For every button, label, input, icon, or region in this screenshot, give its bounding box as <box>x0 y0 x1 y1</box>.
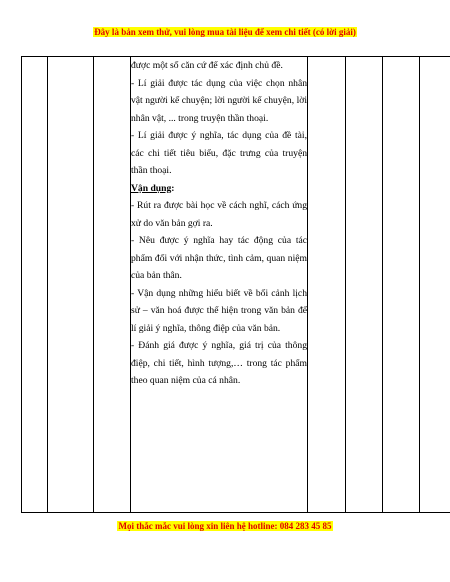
paragraph-evaluation: - Đánh giá được ý nghĩa, giá trị của thông điệp, chi tiết, hình tượng,… trong tác phẩm theo quan niệm của cá nhân. <box>131 340 307 386</box>
paragraph-continued: được một số căn cứ để xác định chủ đề. <box>131 60 283 71</box>
section-heading-van-dung <box>131 180 307 198</box>
paragraph-lesson: - Rút ra được bài học về cách nghĩ, cách ứng xử do văn bản gợi ra. <box>131 200 307 229</box>
paragraph-theme: - Lí giải được ý nghĩa, tác dụng của đề tài, các chi tiết tiêu biểu, đặc trưng của truyện thần thoại. <box>131 130 307 176</box>
paragraph-impact: - Nêu được ý nghĩa hay tác động của tác phẩm đối với nhận thức, tình cảm, quan niệm của bản thân. <box>131 235 307 281</box>
paragraph-narrator: - Lí giải được tác dụng của việc chọn nhân vật người kể chuyện; lời người kể chuyện, lời nhân vật, ... trong truyện thần thoại. <box>131 77 307 124</box>
table-cell-col1 <box>22 57 48 513</box>
table-cell-content <box>131 57 308 513</box>
heading-colon: : <box>171 182 175 194</box>
document-table <box>21 56 450 513</box>
table-cell-col2 <box>48 57 94 513</box>
table-cell-col7 <box>383 57 420 513</box>
table-row <box>22 57 450 513</box>
preview-notice-text: Đây là bản xem thử, vui lòng mua tài liệu để xem chi tiết (có lời giải) <box>94 27 356 37</box>
hotline-banner <box>0 521 450 531</box>
table-cell-col5 <box>308 57 346 513</box>
table-cell-col3 <box>94 57 131 513</box>
preview-notice-banner <box>0 27 450 37</box>
heading-word: Vận dụng <box>131 182 172 194</box>
table-cell-col8 <box>420 57 450 513</box>
hotline-text: Mọi thắc mắc vui lòng xin liên hệ hotline: 084 283 45 85 <box>118 521 332 531</box>
table-cell-col6 <box>346 57 383 513</box>
paragraph-context: - Vận dụng những hiểu biết về bối cảnh lịch sử – văn hoá được thể hiện trong văn bản để lí giải ý nghĩa, thông điệp của văn bản. <box>131 287 307 334</box>
